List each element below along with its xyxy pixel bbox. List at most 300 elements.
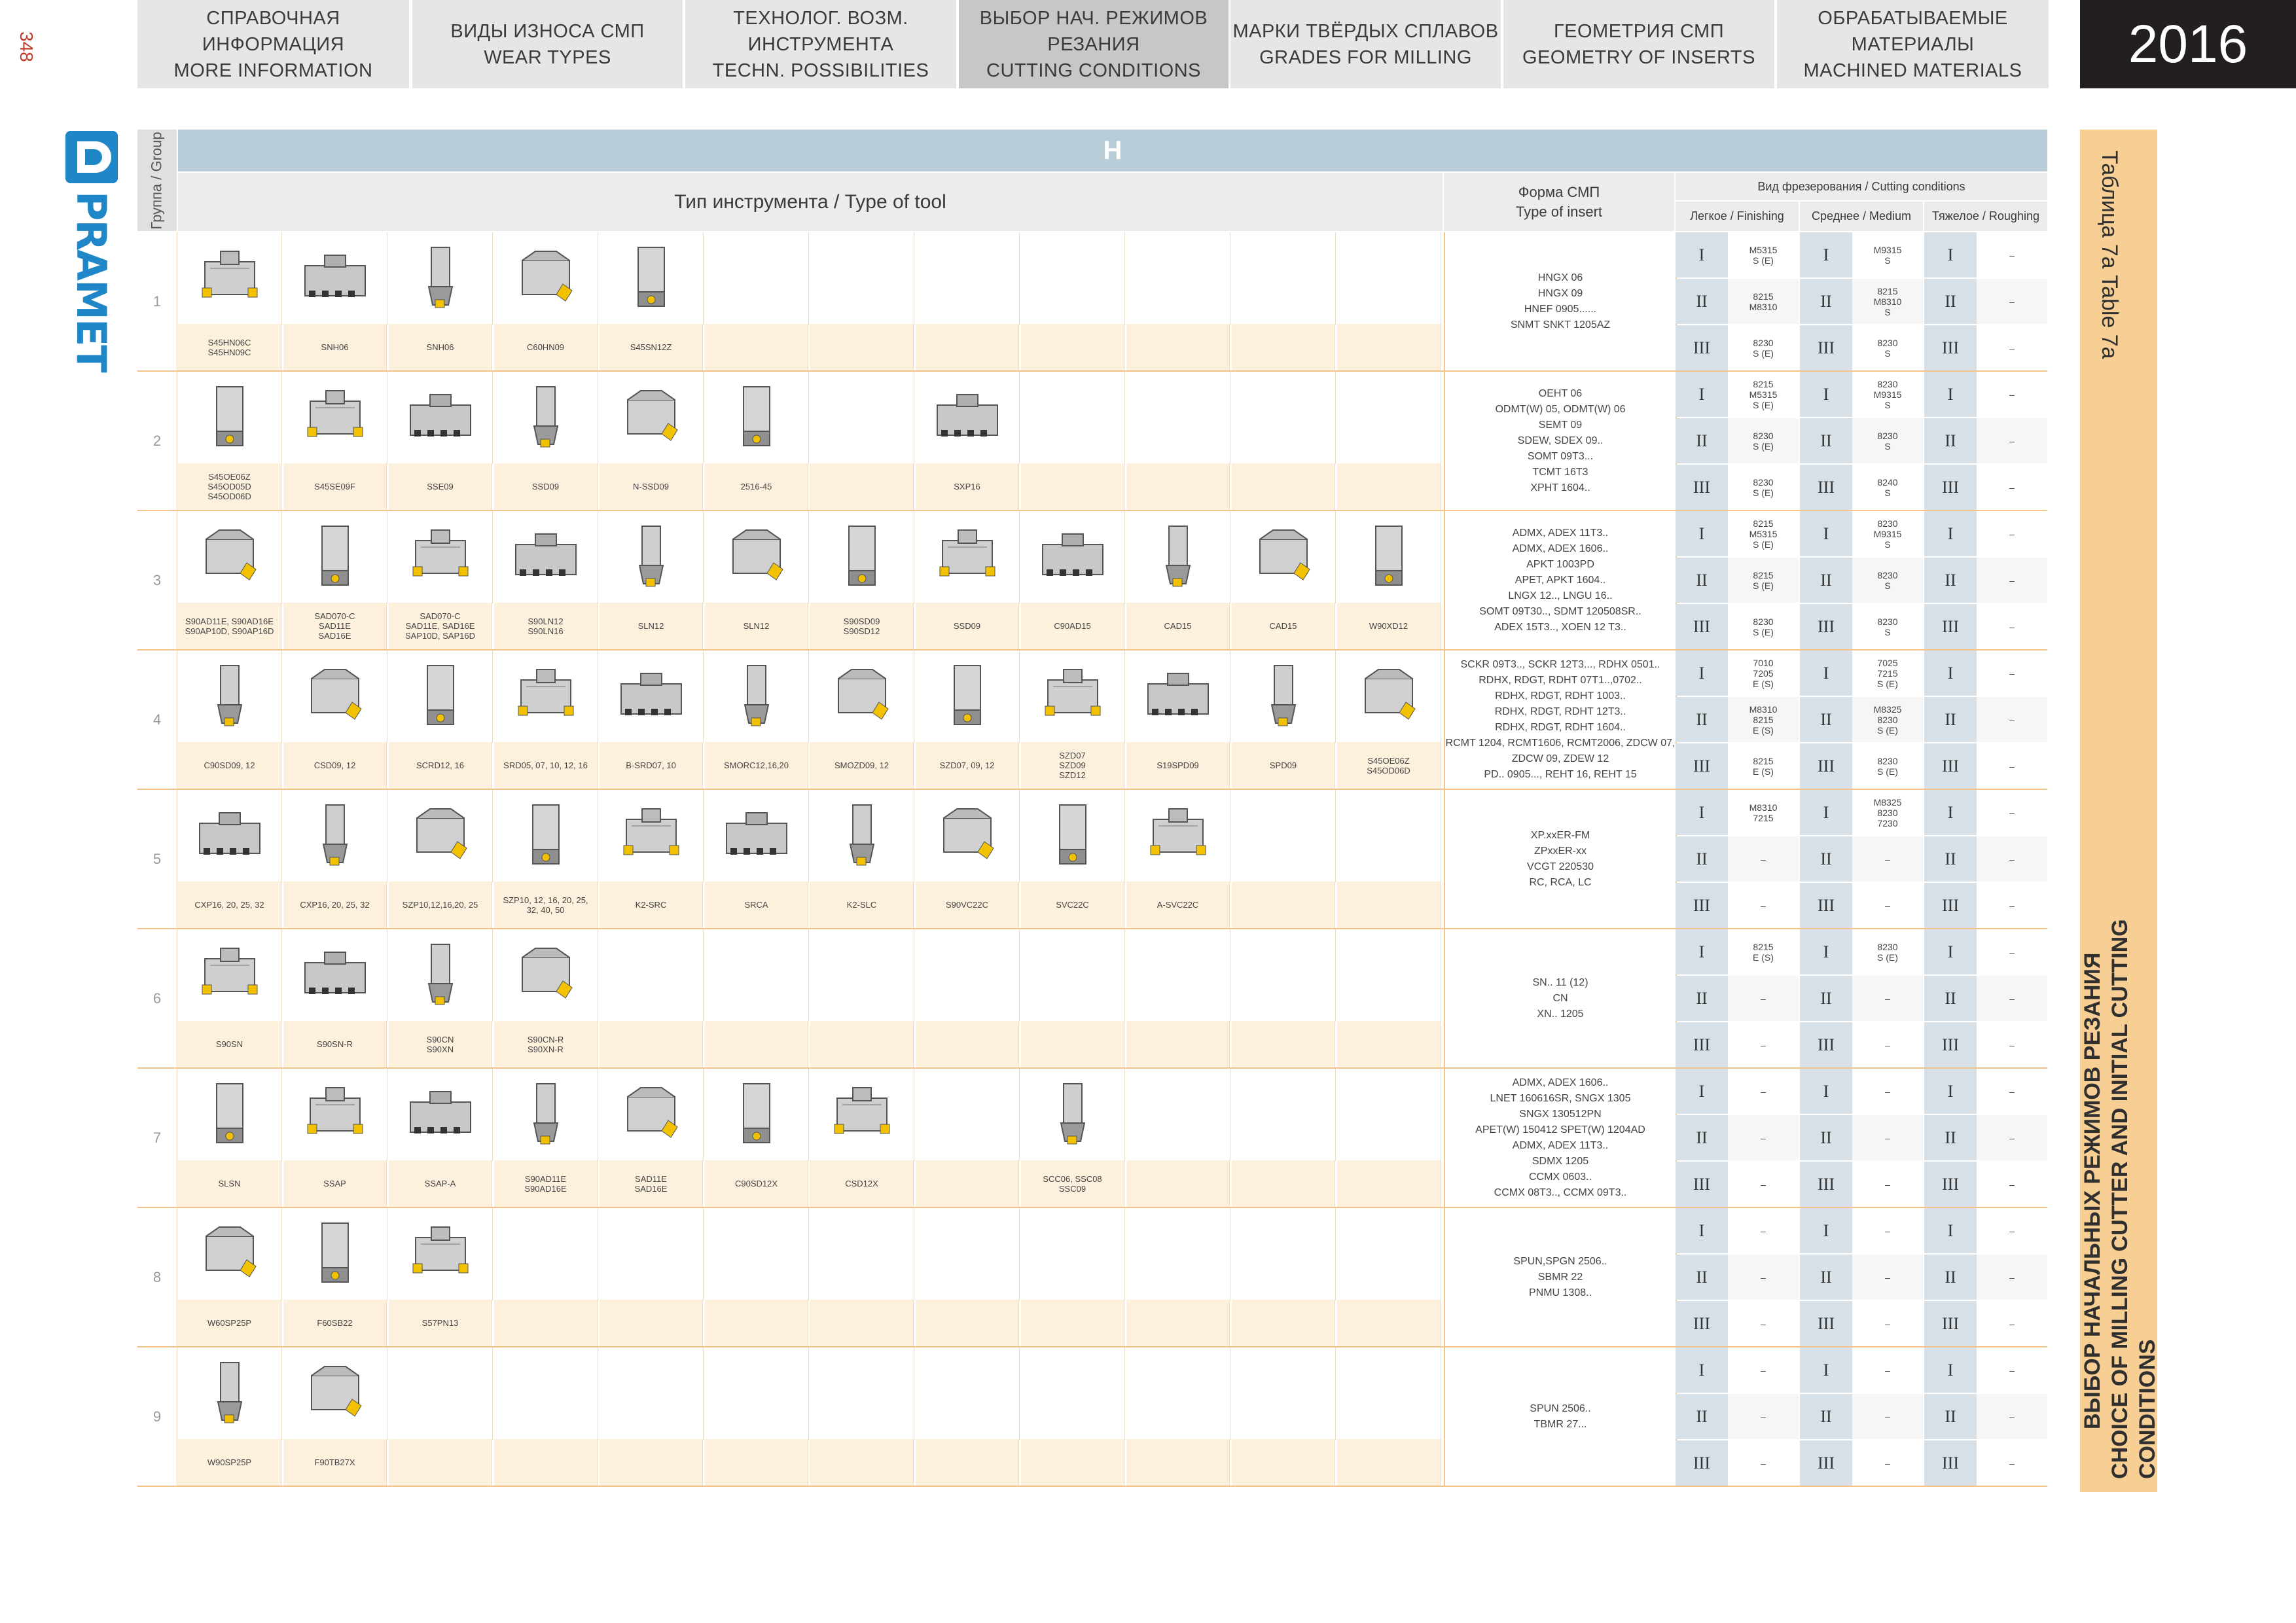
grade-recommendation: [1977, 1115, 2047, 1160]
tool-code-cell: [1337, 1021, 1441, 1067]
condition-level: III: [1924, 465, 1977, 510]
tool-image-cell: [178, 1347, 282, 1440]
tool-code-cell: [1337, 603, 1441, 649]
tool-code: S45OD06D: [207, 491, 251, 501]
tool-code-cell: [705, 324, 808, 370]
tool-code-cell: [810, 742, 914, 789]
condition-level: II: [1924, 279, 1977, 324]
nav-tab-label-ru: ВИДЫ ИЗНОСА СМП: [450, 20, 645, 42]
group-column-header: [137, 130, 177, 231]
tool-code: S90AP10D, S90AP16D: [185, 626, 274, 636]
tool-code-cell: [1337, 1300, 1441, 1346]
grade-recommendation: [1977, 743, 2047, 789]
tool-image-cell: [283, 372, 387, 464]
tool-code: B-SRD07, 10: [626, 760, 676, 770]
grade-recommendation: [1728, 1440, 1799, 1486]
grade-value: –: [2009, 668, 2015, 679]
condition-level: I: [1676, 1347, 1728, 1393]
table-row: [137, 1208, 2047, 1347]
tool-image-cell: [494, 232, 598, 325]
tool-code: F60SB22: [317, 1318, 353, 1328]
tool-code-cell: [810, 603, 914, 649]
grade-recommendation: [1977, 604, 2047, 649]
grade-recommendation: [1852, 1069, 1923, 1114]
condition-level: III: [1676, 325, 1728, 370]
tool-code: SXP16: [954, 482, 980, 491]
tool-code-cell: [1126, 603, 1230, 649]
grade-recommendation: [1728, 1347, 1799, 1393]
grade-value: S: [1884, 255, 1891, 266]
condition-level: III: [1676, 1162, 1728, 1207]
grade-value: –: [2009, 342, 2015, 353]
grade-recommendation: [1728, 465, 1799, 510]
grade-recommendation: [1728, 1069, 1799, 1114]
milling-cutter-icon: [401, 382, 480, 454]
section-title: [2081, 903, 2159, 1479]
insert-types-cell: [1444, 1347, 1677, 1486]
tool-code-cell: [810, 1439, 914, 1486]
grade-value: E (S): [1753, 766, 1774, 777]
milling-cutter-icon: [401, 521, 480, 593]
grade-recommendation: [1852, 1208, 1923, 1253]
tool-code-cell: [178, 1160, 281, 1207]
tool-code-cell: [389, 1160, 492, 1207]
tool-code-cell: [916, 1021, 1019, 1067]
tool-code: SLN12: [743, 621, 770, 631]
tool-code-cell: [810, 1160, 914, 1207]
grade-value: –: [1885, 1039, 1890, 1050]
empty-cell: [1232, 372, 1336, 464]
tool-image-cell: [283, 929, 387, 1022]
empty-cell: [600, 1347, 704, 1440]
grade-value: E (S): [1753, 678, 1774, 689]
tool-code: SAD16E: [318, 631, 351, 641]
milling-cutter-icon: [823, 1079, 901, 1150]
grade-recommendation: [1852, 1255, 1923, 1300]
tool-image-cell: [283, 1069, 387, 1161]
insert-type: SCKR 09T3.., SCKR 12T3..., RDHX 0501..: [1460, 658, 1660, 670]
nav-tab-label-ru: ВЫБОР НАЧ. РЕЖИМОВ РЕЗАНИЯ: [979, 7, 1208, 55]
grade-recommendation: [1977, 929, 2047, 974]
condition-level: II: [1676, 418, 1728, 463]
condition-level: III: [1924, 883, 1977, 928]
condition-level: II: [1800, 697, 1852, 742]
grade-value: –: [1761, 993, 1766, 1004]
grade-value: –: [2009, 389, 2015, 400]
grade-recommendation: [1728, 697, 1799, 742]
grade-recommendation: [1728, 325, 1799, 370]
tool-code: SSAP-A: [424, 1179, 456, 1188]
tool-image-cell: [494, 651, 598, 743]
grade-recommendation: [1977, 697, 2047, 742]
insert-types-cell: [1444, 1069, 1677, 1207]
insert-type: RCMT 1204, RCMT1606, RCMT2006, ZDCW 07,: [1445, 737, 1676, 749]
grade-value: 8215: [1753, 755, 1774, 766]
grade-value: –: [2009, 1225, 2015, 1236]
tool-code: SSD09: [953, 621, 981, 631]
tool-code: SSAP: [323, 1179, 346, 1188]
grade-recommendation: [1728, 1208, 1799, 1253]
grade-recommendation: [1728, 836, 1799, 882]
tool-image-cell: [1126, 511, 1230, 603]
grade-value: 8230: [1877, 616, 1898, 627]
grade-recommendation: [1977, 1440, 2047, 1486]
tool-code-cell: [494, 1439, 598, 1486]
tool-image-cell: [916, 651, 1020, 743]
condition-level: I: [1676, 929, 1728, 974]
condition-level: I: [1800, 1069, 1852, 1114]
nav-tab-2[interactable]: [412, 0, 683, 88]
milling-cutter-icon: [190, 939, 269, 1011]
tool-code-cell: [494, 882, 598, 928]
empty-cell: [1337, 1347, 1441, 1440]
tool-image-cell: [494, 929, 598, 1022]
insert-type: SNMT SNKT 1205AZ: [1510, 319, 1611, 330]
grade-recommendation: [1852, 697, 1923, 742]
grade-value: –: [1885, 1457, 1890, 1469]
tool-image-cell: [705, 372, 809, 464]
empty-cell: [810, 232, 914, 325]
tool-code: SRD05, 07, 10, 12, 16: [503, 760, 588, 770]
condition-level: I: [1924, 1208, 1977, 1253]
grade-value: 8215: [1753, 941, 1774, 952]
nav-tab-5[interactable]: [1230, 0, 1501, 88]
milling-cutter-icon: [507, 382, 585, 454]
tool-code: S45OE06Z: [208, 472, 251, 482]
milling-cutter-icon: [507, 800, 585, 872]
nav-tab-1[interactable]: [137, 0, 409, 88]
table-label: [2097, 151, 2122, 359]
grade-recommendation: [1852, 1022, 1923, 1067]
empty-cell: [600, 929, 704, 1022]
grade-recommendation: [1852, 325, 1923, 370]
tool-code-cell: [494, 1021, 598, 1067]
grade-value: M5315: [1749, 244, 1778, 255]
milling-cutter-icon: [507, 939, 585, 1011]
grade-value: –: [1761, 1179, 1766, 1190]
condition-level: III: [1800, 1162, 1852, 1207]
grade-value: M9315: [1873, 528, 1902, 539]
tool-code-cell: [178, 324, 281, 370]
grade-recommendation: [1728, 372, 1799, 417]
grade-recommendation: [1852, 604, 1923, 649]
table-label-ru: Таблица 7а: [2097, 151, 2122, 269]
grade-value: –: [2009, 528, 2015, 539]
table-row: [137, 372, 2047, 511]
insert-type: APKT 1003PD: [1526, 558, 1594, 570]
tool-code-cell: [389, 882, 492, 928]
grade-value: –: [1761, 1132, 1766, 1143]
empty-cell: [1337, 1069, 1441, 1161]
tool-code: S90AD16E: [524, 1183, 567, 1194]
tool-code-cell: [1337, 463, 1441, 510]
condition-level: III: [1676, 604, 1728, 649]
tool-image-cell: [1337, 511, 1441, 603]
tool-code-cell: [1021, 1021, 1124, 1067]
tool-code-cell: [705, 1439, 808, 1486]
group-number: 4: [137, 651, 177, 789]
tool-code: SZD07, 09, 12: [939, 760, 995, 770]
tool-code: C90SD12X: [734, 1179, 778, 1188]
tool-code-cell: [1126, 1021, 1230, 1067]
grade-value: S (E): [1753, 348, 1774, 359]
condition-level: III: [1800, 1022, 1852, 1067]
milling-cutter-icon: [296, 660, 374, 732]
insert-type: SOMT 09T30.., SDMT 120508SR..: [1479, 605, 1641, 617]
grade-recommendation: [1728, 511, 1799, 556]
insert-type: TBMR 27...: [1534, 1418, 1587, 1430]
tool-code-cell: [1337, 1439, 1441, 1486]
grade-value: 7215: [1753, 812, 1774, 823]
grade-recommendation: [1977, 372, 2047, 417]
tool-image-cell: [1126, 651, 1230, 743]
milling-cutter-icon: [401, 939, 480, 1011]
tool-image-cell: [283, 1347, 387, 1440]
grade-value: –: [1761, 1039, 1766, 1050]
grade-recommendation: [1852, 743, 1923, 789]
tool-code: S90SD09: [843, 616, 880, 626]
tool-code: SAD070-C: [420, 611, 461, 621]
insert-type: SPUN,SPGN 2506..: [1513, 1255, 1607, 1267]
grade-recommendation: [1852, 279, 1923, 324]
grade-value: 8230: [1877, 337, 1898, 348]
tool-code-cell: [1232, 603, 1335, 649]
empty-cell: [1337, 1208, 1441, 1300]
condition-level: I: [1800, 1208, 1852, 1253]
milling-cutter-icon: [401, 660, 480, 732]
grade-value: 7230: [1877, 817, 1898, 829]
empty-cell: [1337, 372, 1441, 464]
insert-types-cell: [1444, 929, 1677, 1067]
grade-value: S (E): [1877, 766, 1898, 777]
grade-value: M8310: [1749, 802, 1778, 813]
grade-value: –: [1885, 1318, 1890, 1329]
roughing-header: Тяжелое / Roughing: [1924, 202, 2047, 231]
grade-value: –: [2009, 1086, 2015, 1097]
grade-value: M5315: [1749, 528, 1778, 539]
section-title-ru: ВЫБОР НАЧАЛЬНЫХ РЕЖИМОВ РЕЗАНИЯ: [2080, 952, 2105, 1430]
grade-value: S (E): [1877, 724, 1898, 736]
milling-cutter-icon: [717, 521, 796, 593]
grade-recommendation: [1852, 1162, 1923, 1207]
material-group-band: H: [178, 130, 2047, 171]
empty-cell: [705, 1208, 809, 1300]
tool-image-cell: [1021, 511, 1125, 603]
tool-image-cell: [810, 1069, 914, 1161]
tool-code-cell: [705, 1021, 808, 1067]
tool-code-cell: [178, 1439, 281, 1486]
grade-value: 7205: [1753, 668, 1774, 679]
tool-image-cell: [283, 511, 387, 603]
tool-code: SCC06, SSC08: [1043, 1173, 1102, 1184]
condition-level: II: [1924, 418, 1977, 463]
tool-code-cell: [283, 1160, 387, 1207]
tool-code: C60HN09: [526, 342, 565, 352]
tool-code-cell: [494, 463, 598, 510]
grade-recommendation: [1852, 1347, 1923, 1393]
tool-code-cell: [1337, 324, 1441, 370]
insert-type: ADEX 15T3.., XOEN 12 T3..: [1494, 621, 1626, 633]
grade-recommendation: [1728, 929, 1799, 974]
nav-tab-4[interactable]: [959, 0, 1229, 88]
insert-type: RDHX, RDGT, RDHT 1604..: [1495, 721, 1626, 733]
tool-code: S19SPD09: [1157, 760, 1199, 770]
grade-recommendation: [1728, 232, 1799, 277]
milling-cutter-icon: [401, 800, 480, 872]
tool-code: S90SN: [215, 1039, 243, 1049]
milling-cutter-icon: [1139, 660, 1217, 732]
tool-code-cell: [1126, 882, 1230, 928]
grade-value: –: [2009, 760, 2015, 772]
milling-cutter-icon: [296, 1079, 374, 1150]
tool-code-cell: [916, 463, 1019, 510]
nav-tab-7[interactable]: [1777, 0, 2049, 88]
tool-image-cell: [1232, 651, 1336, 743]
nav-tab-label-en: MORE INFORMATION: [173, 60, 373, 81]
tool-code: SNH06: [426, 342, 454, 352]
empty-cell: [1232, 929, 1336, 1022]
milling-cutter-icon: [612, 242, 691, 314]
tool-type-header-text: Тип инструмента / Type of tool: [674, 190, 946, 213]
tool-code-cell: [389, 603, 492, 649]
tool-code-cell: [283, 742, 387, 789]
tool-code: S57PN13: [422, 1318, 459, 1328]
grade-value: M8310: [1873, 296, 1902, 307]
grade-recommendation: [1977, 418, 2047, 463]
grade-recommendation: [1728, 1115, 1799, 1160]
tool-code: S90SN-R: [317, 1039, 353, 1049]
tool-image-cell: [600, 1069, 704, 1161]
condition-level: II: [1800, 1255, 1852, 1300]
tool-code: SAD11E: [635, 1173, 667, 1184]
grade-value: S (E): [1753, 580, 1774, 591]
grade-value: 8230: [1753, 476, 1774, 488]
condition-level: I: [1676, 372, 1728, 417]
milling-cutter-icon: [190, 800, 269, 872]
insert-type: SDEW, SDEX 09..: [1517, 435, 1604, 446]
grade-value: –: [1761, 1318, 1766, 1329]
tool-code-cell: [178, 1021, 281, 1067]
grade-recommendation: [1977, 558, 2047, 603]
tool-code: S90XN: [426, 1044, 454, 1054]
empty-cell: [705, 929, 809, 1022]
nav-tab-6[interactable]: [1503, 0, 1774, 88]
condition-level: I: [1924, 232, 1977, 277]
grade-value: S: [1884, 487, 1891, 498]
insert-type: SBMR 22: [1537, 1271, 1583, 1283]
tool-code-cell: [705, 1160, 808, 1207]
empty-cell: [1337, 232, 1441, 325]
insert-type: ZDCW 09, ZDEW 12: [1511, 753, 1609, 764]
condition-level: III: [1676, 743, 1728, 789]
grade-recommendation: [1977, 1394, 2047, 1439]
grade-recommendation: [1728, 604, 1799, 649]
condition-level: II: [1800, 1394, 1852, 1439]
tool-image-cell: [178, 929, 282, 1022]
insert-type: RDHX, RDGT, RDHT 12T3..: [1494, 705, 1626, 717]
grade-value: –: [1761, 1225, 1766, 1236]
condition-level: I: [1676, 511, 1728, 556]
condition-level: III: [1924, 1440, 1977, 1486]
nav-tab-label-ru: ГЕОМЕТРИЯ СМП: [1553, 20, 1725, 42]
grade-recommendation: [1977, 1162, 2047, 1207]
condition-level: III: [1924, 743, 1977, 789]
empty-cell: [1232, 790, 1336, 882]
milling-cutter-icon: [1244, 521, 1323, 593]
condition-level: II: [1800, 976, 1852, 1021]
milling-cutter-icon: [296, 521, 374, 593]
condition-level: III: [1676, 1440, 1728, 1486]
milling-cutter-icon: [823, 660, 901, 732]
tool-image-cell: [810, 790, 914, 882]
grade-value: –: [1885, 1086, 1890, 1097]
grade-value: 8230: [1877, 807, 1898, 818]
tool-code: S45OE06Z: [1367, 755, 1410, 766]
insert-types-cell: [1444, 790, 1677, 928]
insert-type: ADMX, ADEX 1606..: [1512, 1077, 1609, 1088]
tool-image-cell: [178, 1208, 282, 1300]
condition-level: II: [1800, 1115, 1852, 1160]
grade-recommendation: [1852, 558, 1923, 603]
milling-cutter-icon: [928, 382, 1007, 454]
tool-image-cell: [1126, 790, 1230, 882]
tool-code: SMORC12,16,20: [724, 760, 789, 770]
milling-cutter-icon: [1350, 521, 1428, 593]
grade-recommendation: [1728, 976, 1799, 1021]
tool-code-cell: [916, 882, 1019, 928]
group-number: 3: [137, 511, 177, 649]
milling-cutter-icon: [612, 382, 691, 454]
tool-image-cell: [389, 929, 493, 1022]
empty-cell: [1337, 790, 1441, 882]
tool-code: SZD07: [1059, 751, 1086, 760]
tool-code: F90TB27X: [314, 1457, 355, 1467]
tool-image-cell: [389, 511, 493, 603]
milling-cutter-icon: [507, 521, 585, 593]
grade-value: M8325: [1873, 704, 1902, 715]
empty-cell: [1126, 1069, 1230, 1161]
tool-code: SSD09: [531, 482, 560, 491]
grade-recommendation: [1728, 558, 1799, 603]
condition-level: III: [1676, 1301, 1728, 1346]
milling-cutter-icon: [1139, 800, 1217, 872]
tool-image-cell: [283, 232, 387, 325]
tool-code-cell: [705, 882, 808, 928]
tool-code-cell: [600, 1021, 703, 1067]
grade-value: –: [2009, 807, 2015, 818]
tool-image-cell: [705, 790, 809, 882]
condition-level: II: [1676, 697, 1728, 742]
group-number: 8: [137, 1208, 177, 1346]
nav-tab-3[interactable]: [685, 0, 956, 88]
tool-code-cell: [810, 1021, 914, 1067]
grade-recommendation: [1852, 465, 1923, 510]
condition-level: II: [1676, 1394, 1728, 1439]
empty-cell: [1021, 929, 1125, 1022]
grade-value: –: [2009, 1457, 2015, 1469]
tool-code-cell: [705, 1300, 808, 1346]
grade-recommendation: [1977, 836, 2047, 882]
tool-code-cell: [1021, 882, 1124, 928]
tool-code-cell: [600, 742, 703, 789]
tool-code-cell: [389, 742, 492, 789]
insert-type: SDMX 1205: [1532, 1155, 1589, 1167]
milling-cutter-icon: [296, 800, 374, 872]
milling-cutter-icon: [190, 1357, 269, 1429]
condition-level: I: [1800, 1347, 1852, 1393]
tool-image-cell: [916, 511, 1020, 603]
tool-image-cell: [178, 232, 282, 325]
